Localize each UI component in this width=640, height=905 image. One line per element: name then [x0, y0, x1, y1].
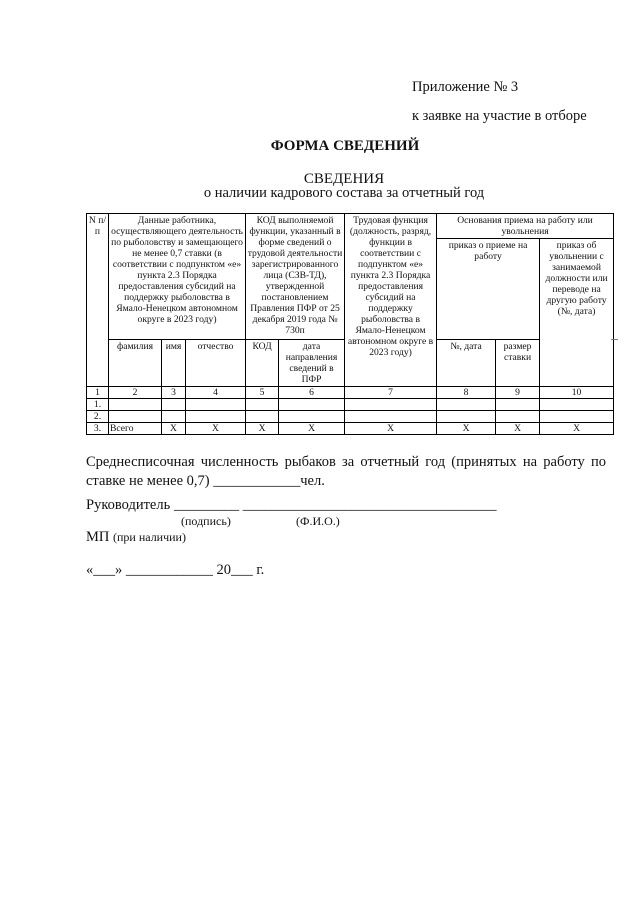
- signature-caption: (подпись): [181, 514, 231, 528]
- row-number: 3.: [87, 423, 109, 435]
- cell-order[interactable]: [437, 399, 496, 411]
- subheader-code: КОД: [246, 340, 279, 387]
- subheader-rate: размер ставки: [496, 340, 540, 387]
- cell-name[interactable]: [162, 411, 186, 423]
- cell-function[interactable]: [345, 399, 437, 411]
- cell-name[interactable]: [162, 399, 186, 411]
- total-cell: X: [496, 423, 540, 435]
- col-num: 5: [246, 387, 279, 399]
- header-worker-data: Данные работника, осуществляющего деятельность по рыболовству и замещающего не менее 0,7 ставки (в соответствии с подпунктом «е» пункта 2.3 Порядка предоставления субсидий на поддержку рыболовства в Ямало-Ненецком автономном округе в 2023 году): [109, 214, 246, 340]
- cell-pfr-date[interactable]: [279, 411, 345, 423]
- cell-code[interactable]: [246, 411, 279, 423]
- document-title: СВЕДЕНИЯ: [303, 171, 385, 187]
- document-subtitle: о наличии кадрового состава за отчетный год: [203, 185, 485, 201]
- appendix-reference: к заявке на участие в отборе: [412, 108, 587, 124]
- header-function-code: КОД выполняемой функции, указанный в форме сведений о трудовой деятельности зарегистрированного лица (СЗВ-ТД), утвержденной постановлением Правления ПФР от 25 декабря 2019 года № 730п: [246, 214, 345, 340]
- header-grounds: Основания приема на работу или увольнения: [437, 214, 614, 239]
- row-number: 2.: [87, 411, 109, 423]
- total-cell: X: [186, 423, 246, 435]
- headcount-statement: Среднесписочная численность рыбаков за отчетный год (принятых на работу по ставке не менее 0,7) ____________чел.: [86, 454, 606, 489]
- cell-code[interactable]: [246, 399, 279, 411]
- total-cell: X: [540, 423, 614, 435]
- subheader-patronymic: отчество: [186, 340, 246, 387]
- table-row: [87, 411, 614, 423]
- subheader-name: имя: [162, 340, 186, 387]
- cell-patronymic[interactable]: [186, 399, 246, 411]
- col-num: 6: [279, 387, 345, 399]
- cell-pfr-date[interactable]: [279, 399, 345, 411]
- total-label: Всего: [109, 423, 162, 435]
- cell-dismiss[interactable]: [540, 411, 614, 423]
- cell-order[interactable]: [437, 411, 496, 423]
- table-row: [87, 399, 614, 411]
- cell-rate[interactable]: [496, 411, 540, 423]
- column-number-row: [87, 387, 614, 399]
- col-num: 1: [87, 387, 109, 399]
- seal-line: [86, 529, 186, 546]
- seal-label: МП: [86, 529, 110, 545]
- col-num: 8: [437, 387, 496, 399]
- header-hire-order: приказ о приеме на работу: [437, 239, 540, 340]
- subheader-order-num-date: №, дата: [437, 340, 496, 387]
- seal-note: (при наличии): [113, 530, 186, 544]
- staff-table: [86, 213, 614, 435]
- scan-mark: [611, 339, 618, 340]
- cell-patronymic[interactable]: [186, 411, 246, 423]
- cell-surname[interactable]: [109, 411, 162, 423]
- total-cell: X: [246, 423, 279, 435]
- total-cell: X: [279, 423, 345, 435]
- header-num: N п/п: [87, 214, 109, 387]
- total-cell: X: [162, 423, 186, 435]
- cell-rate[interactable]: [496, 399, 540, 411]
- cell-function[interactable]: [345, 411, 437, 423]
- total-cell: X: [345, 423, 437, 435]
- header-dismiss-order: приказ об увольнении с занимаемой должности или переводе на другую работу (№, дата): [540, 239, 614, 387]
- col-num: 10: [540, 387, 614, 399]
- total-cell: X: [437, 423, 496, 435]
- col-num: 2: [109, 387, 162, 399]
- head-signature-line: Руководитель _________ ___________________________________: [86, 497, 497, 513]
- date-line: «___» ____________ 20___ г.: [86, 562, 265, 578]
- cell-dismiss[interactable]: [540, 399, 614, 411]
- total-row: [87, 423, 614, 435]
- col-num: 4: [186, 387, 246, 399]
- cell-surname[interactable]: [109, 399, 162, 411]
- fio-caption: (Ф.И.О.): [296, 514, 340, 528]
- row-number: 1.: [87, 399, 109, 411]
- form-title: ФОРМА СВЕДЕНИЙ: [270, 138, 420, 154]
- col-num: 9: [496, 387, 540, 399]
- col-num: 3: [162, 387, 186, 399]
- appendix-number: Приложение № 3: [412, 79, 519, 95]
- subheader-pfr-date: дата направления сведений в ПФР: [279, 340, 345, 387]
- header-labor-function: Трудовая функция (должность, разряд, функции в соответствии с подпунктом «е» пункта 2.3 Порядка предоставления субсидий на поддержку рыболовства в Ямало-Ненецком автономном округе в 2023 году): [345, 214, 437, 387]
- subheader-surname: фамилия: [109, 340, 162, 387]
- col-num: 7: [345, 387, 437, 399]
